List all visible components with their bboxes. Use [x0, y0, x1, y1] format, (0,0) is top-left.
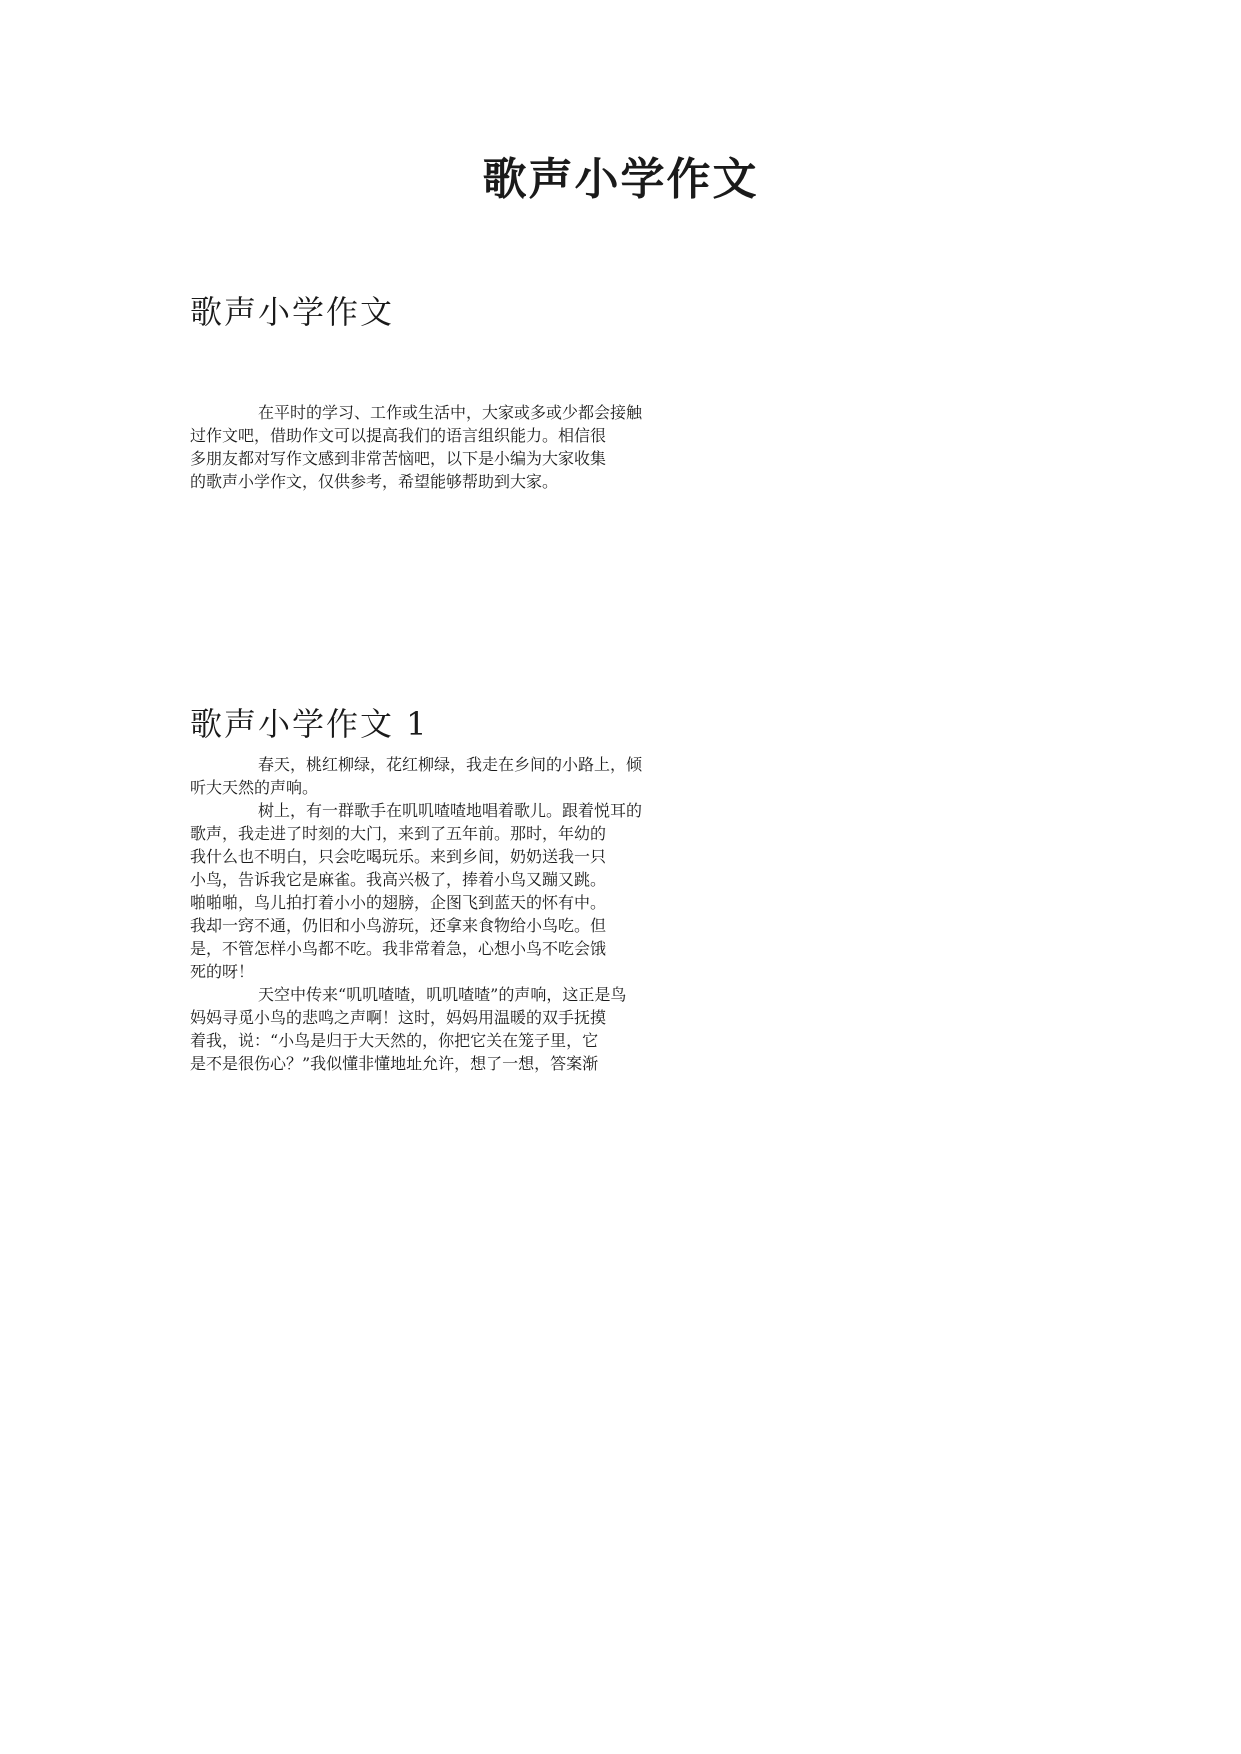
essay-body	[190, 752, 1080, 1074]
body-line: 是不是很伤心？”我似懂非懂地址允许，想了一想，答案渐	[190, 1054, 599, 1073]
document-subtitle: 歌声小学作文	[190, 293, 395, 331]
intro-line: 多朋友都对写作文感到非常苦恼吧，以下是小编为大家收集	[190, 449, 607, 468]
intro-line: 过作文吧，借助作文可以提高我们的语言组织能力。相信很	[190, 426, 607, 445]
body-line: 天空中传来“叽叽喳喳，叽叽喳喳”的声响，这正是鸟	[258, 985, 627, 1004]
body-line: 我什么也不明白，只会吃喝玩乐。来到乡间，奶奶送我一只	[190, 847, 607, 866]
body-line: 妈妈寻觅小鸟的悲鸣之声啊！这时，妈妈用温暖的双手抚摸	[190, 1008, 607, 1027]
body-line: 着我，说：“小鸟是归于大天然的，你把它关在笼子里，它	[190, 1031, 599, 1050]
body-line: 听大天然的声响。	[190, 778, 319, 797]
body-line: 树上，有一群歌手在叽叽喳喳地唱着歌儿。跟着悦耳的	[258, 801, 643, 820]
intro-paragraph	[190, 400, 1080, 492]
body-line: 小鸟，告诉我它是麻雀。我高兴极了，捧着小鸟又蹦又跳。	[190, 870, 607, 889]
body-line: 春天，桃红柳绿，花红柳绿，我走在乡间的小路上，倾	[258, 755, 643, 774]
section-heading: 歌声小学作文 1	[190, 705, 429, 743]
intro-line: 的歌声小学作文，仅供参考，希望能够帮助到大家。	[190, 472, 559, 491]
body-line: 歌声，我走进了时刻的大门，来到了五年前。那时，年幼的	[190, 824, 607, 843]
body-line: 是，不管怎样小鸟都不吃。我非常着急，心想小鸟不吃会饿	[190, 939, 607, 958]
intro-line: 在平时的学习、工作或生活中，大家或多或少都会接触	[258, 403, 643, 422]
body-line: 死的呀！	[190, 962, 255, 981]
body-line: 啪啪啪，鸟儿拍打着小小的翅膀，企图飞到蓝天的怀有中。	[190, 893, 607, 912]
document-title: 歌声小学作文	[482, 154, 759, 205]
body-line: 我却一窍不通，仍旧和小鸟游玩，还拿来食物给小鸟吃。但	[190, 916, 607, 935]
